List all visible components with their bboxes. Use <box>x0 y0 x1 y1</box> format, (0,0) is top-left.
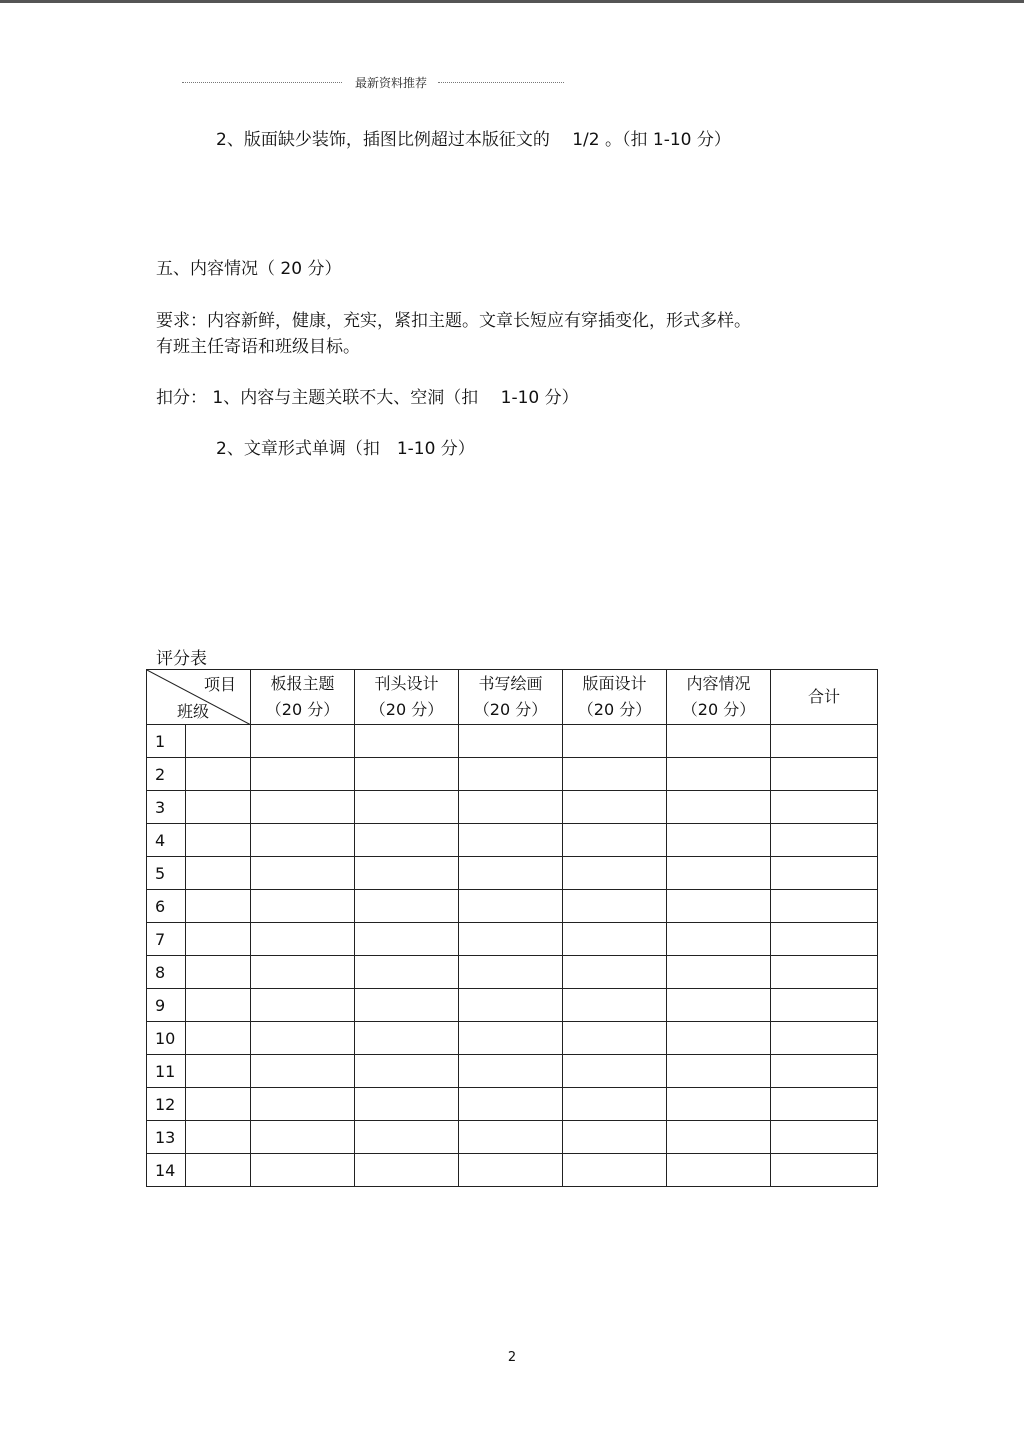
column-header-line2: （20 分） <box>473 700 548 719</box>
score-cell <box>459 758 563 791</box>
column-header-masthead <box>355 670 459 725</box>
score-cell <box>355 857 459 890</box>
score-cell <box>459 725 563 758</box>
column-header-line2: （20 分） <box>369 700 444 719</box>
column-header-line2: （20 分） <box>681 700 756 719</box>
score-cell <box>563 956 667 989</box>
score-cell <box>667 1088 771 1121</box>
table-row <box>147 956 878 989</box>
row-number: 9 <box>147 989 186 1022</box>
score-cell <box>563 1055 667 1088</box>
score-cell <box>459 890 563 923</box>
column-header-line2: （20 分） <box>577 700 652 719</box>
score-cell <box>251 956 355 989</box>
table-row <box>147 989 878 1022</box>
table-row <box>147 890 878 923</box>
score-cell <box>563 1022 667 1055</box>
column-header-line1: 书写绘画 <box>478 674 543 693</box>
column-header-line1: 内容情况 <box>686 674 751 693</box>
row-number: 8 <box>147 956 186 989</box>
score-cell <box>771 758 878 791</box>
header-dotted-line-left <box>182 82 342 83</box>
score-cell <box>186 758 251 791</box>
score-table-title: 评分表 <box>156 649 207 669</box>
section5-heading: 五、内容情况（ 20 分） <box>156 259 342 279</box>
score-cell <box>563 725 667 758</box>
score-cell <box>563 824 667 857</box>
score-cell <box>186 1088 251 1121</box>
row-number: 4 <box>147 824 186 857</box>
score-cell <box>355 989 459 1022</box>
score-cell <box>459 923 563 956</box>
score-cell <box>355 1055 459 1088</box>
table-row <box>147 1022 878 1055</box>
score-cell <box>459 1088 563 1121</box>
column-header-writing <box>459 670 563 725</box>
score-cell <box>251 890 355 923</box>
table-row <box>147 857 878 890</box>
score-cell <box>563 791 667 824</box>
top-border-rule <box>0 0 1024 3</box>
score-cell <box>186 923 251 956</box>
score-cell <box>771 1121 878 1154</box>
column-header-line1: 版面设计 <box>582 674 647 693</box>
score-cell <box>251 758 355 791</box>
column-header-line1: 板报主题 <box>270 674 335 693</box>
score-cell <box>459 956 563 989</box>
score-cell <box>563 758 667 791</box>
score-cell <box>459 989 563 1022</box>
score-cell <box>186 824 251 857</box>
column-header-line2: （20 分） <box>265 700 340 719</box>
score-cell <box>186 1022 251 1055</box>
score-cell <box>355 725 459 758</box>
score-cell <box>251 791 355 824</box>
score-cell <box>771 1022 878 1055</box>
column-header-layout <box>563 670 667 725</box>
section5-deduction-2: 2、文章形式单调（扣 1-10 分） <box>216 439 475 459</box>
score-cell <box>667 758 771 791</box>
intro-item-2: 2、版面缺少装饰，插图比例超过本版征文的 1/2 。（扣 1-10 分） <box>216 130 731 150</box>
section5-requirement-line2: 有班主任寄语和班级目标。 <box>156 337 360 357</box>
score-cell <box>186 1154 251 1187</box>
row-number: 3 <box>147 791 186 824</box>
table-row <box>147 1154 878 1187</box>
score-cell <box>667 890 771 923</box>
score-cell <box>563 1154 667 1187</box>
score-cell <box>667 1022 771 1055</box>
score-cell <box>667 1055 771 1088</box>
score-cell <box>771 725 878 758</box>
score-table-body <box>147 725 878 1187</box>
score-cell <box>459 824 563 857</box>
row-number: 2 <box>147 758 186 791</box>
score-cell <box>771 1154 878 1187</box>
row-number: 10 <box>147 1022 186 1055</box>
score-cell <box>251 1088 355 1121</box>
score-cell <box>251 1022 355 1055</box>
column-header-theme <box>251 670 355 725</box>
score-cell <box>771 956 878 989</box>
score-cell <box>186 890 251 923</box>
table-row <box>147 1055 878 1088</box>
score-cell <box>251 923 355 956</box>
score-cell <box>459 857 563 890</box>
score-cell <box>355 890 459 923</box>
score-cell <box>186 956 251 989</box>
score-cell <box>355 923 459 956</box>
score-cell <box>563 857 667 890</box>
score-cell <box>771 890 878 923</box>
score-cell <box>251 1055 355 1088</box>
score-cell <box>771 857 878 890</box>
corner-label-item: 项目 <box>203 675 236 694</box>
score-cell <box>459 1154 563 1187</box>
column-header-total <box>771 670 878 725</box>
score-cell <box>563 890 667 923</box>
row-number: 12 <box>147 1088 186 1121</box>
column-header-content <box>667 670 771 725</box>
score-cell <box>667 725 771 758</box>
page-header <box>182 74 564 92</box>
score-cell <box>186 725 251 758</box>
table-row <box>147 1121 878 1154</box>
score-cell <box>186 1121 251 1154</box>
score-cell <box>667 923 771 956</box>
section5-requirement-line1: 要求：内容新鲜，健康，充实，紧扣主题。文章长短应有穿插变化，形式多样。 <box>156 311 751 331</box>
score-cell <box>563 923 667 956</box>
score-cell <box>355 758 459 791</box>
score-cell <box>186 857 251 890</box>
row-number: 13 <box>147 1121 186 1154</box>
score-cell <box>771 1088 878 1121</box>
score-table <box>146 669 878 1187</box>
score-cell <box>771 1055 878 1088</box>
column-header-line1: 合计 <box>807 687 840 706</box>
score-cell <box>251 1154 355 1187</box>
score-cell <box>459 1055 563 1088</box>
score-cell <box>459 1022 563 1055</box>
score-cell <box>251 1121 355 1154</box>
score-cell <box>251 857 355 890</box>
score-cell <box>355 824 459 857</box>
score-cell <box>667 791 771 824</box>
score-cell <box>251 824 355 857</box>
score-cell <box>771 989 878 1022</box>
score-cell <box>563 1121 667 1154</box>
column-header-line1: 刊头设计 <box>374 674 439 693</box>
score-cell <box>667 1121 771 1154</box>
page-number: 2 <box>507 1350 517 1365</box>
score-cell <box>563 989 667 1022</box>
score-cell <box>667 956 771 989</box>
score-cell <box>771 824 878 857</box>
score-cell <box>771 791 878 824</box>
table-row <box>147 758 878 791</box>
row-number: 14 <box>147 1154 186 1187</box>
score-cell <box>355 791 459 824</box>
header-text: 最新资料推荐 <box>354 76 427 90</box>
score-cell <box>459 1121 563 1154</box>
table-row <box>147 791 878 824</box>
row-number: 6 <box>147 890 186 923</box>
section5-deduction-1: 扣分： 1、内容与主题关联不大、空洞（扣 1-10 分） <box>156 388 579 408</box>
row-number: 11 <box>147 1055 186 1088</box>
score-cell <box>667 824 771 857</box>
score-cell <box>563 1088 667 1121</box>
score-table-header-row <box>147 670 878 725</box>
score-cell <box>667 857 771 890</box>
diagonal-corner-cell <box>147 670 251 725</box>
score-cell <box>355 1088 459 1121</box>
score-cell <box>186 989 251 1022</box>
score-cell <box>355 1154 459 1187</box>
score-cell <box>667 1154 771 1187</box>
score-cell <box>459 791 563 824</box>
table-row <box>147 824 878 857</box>
score-cell <box>186 791 251 824</box>
table-row <box>147 923 878 956</box>
score-cell <box>667 989 771 1022</box>
row-number: 1 <box>147 725 186 758</box>
score-cell <box>251 989 355 1022</box>
score-cell <box>186 1055 251 1088</box>
score-cell <box>251 725 355 758</box>
row-number: 5 <box>147 857 186 890</box>
row-number: 7 <box>147 923 186 956</box>
corner-label-class: 班级 <box>177 702 210 721</box>
score-cell <box>355 1022 459 1055</box>
score-cell <box>355 1121 459 1154</box>
header-dotted-line-right <box>438 82 564 83</box>
table-row <box>147 1088 878 1121</box>
score-cell <box>355 956 459 989</box>
score-cell <box>771 923 878 956</box>
table-row <box>147 725 878 758</box>
